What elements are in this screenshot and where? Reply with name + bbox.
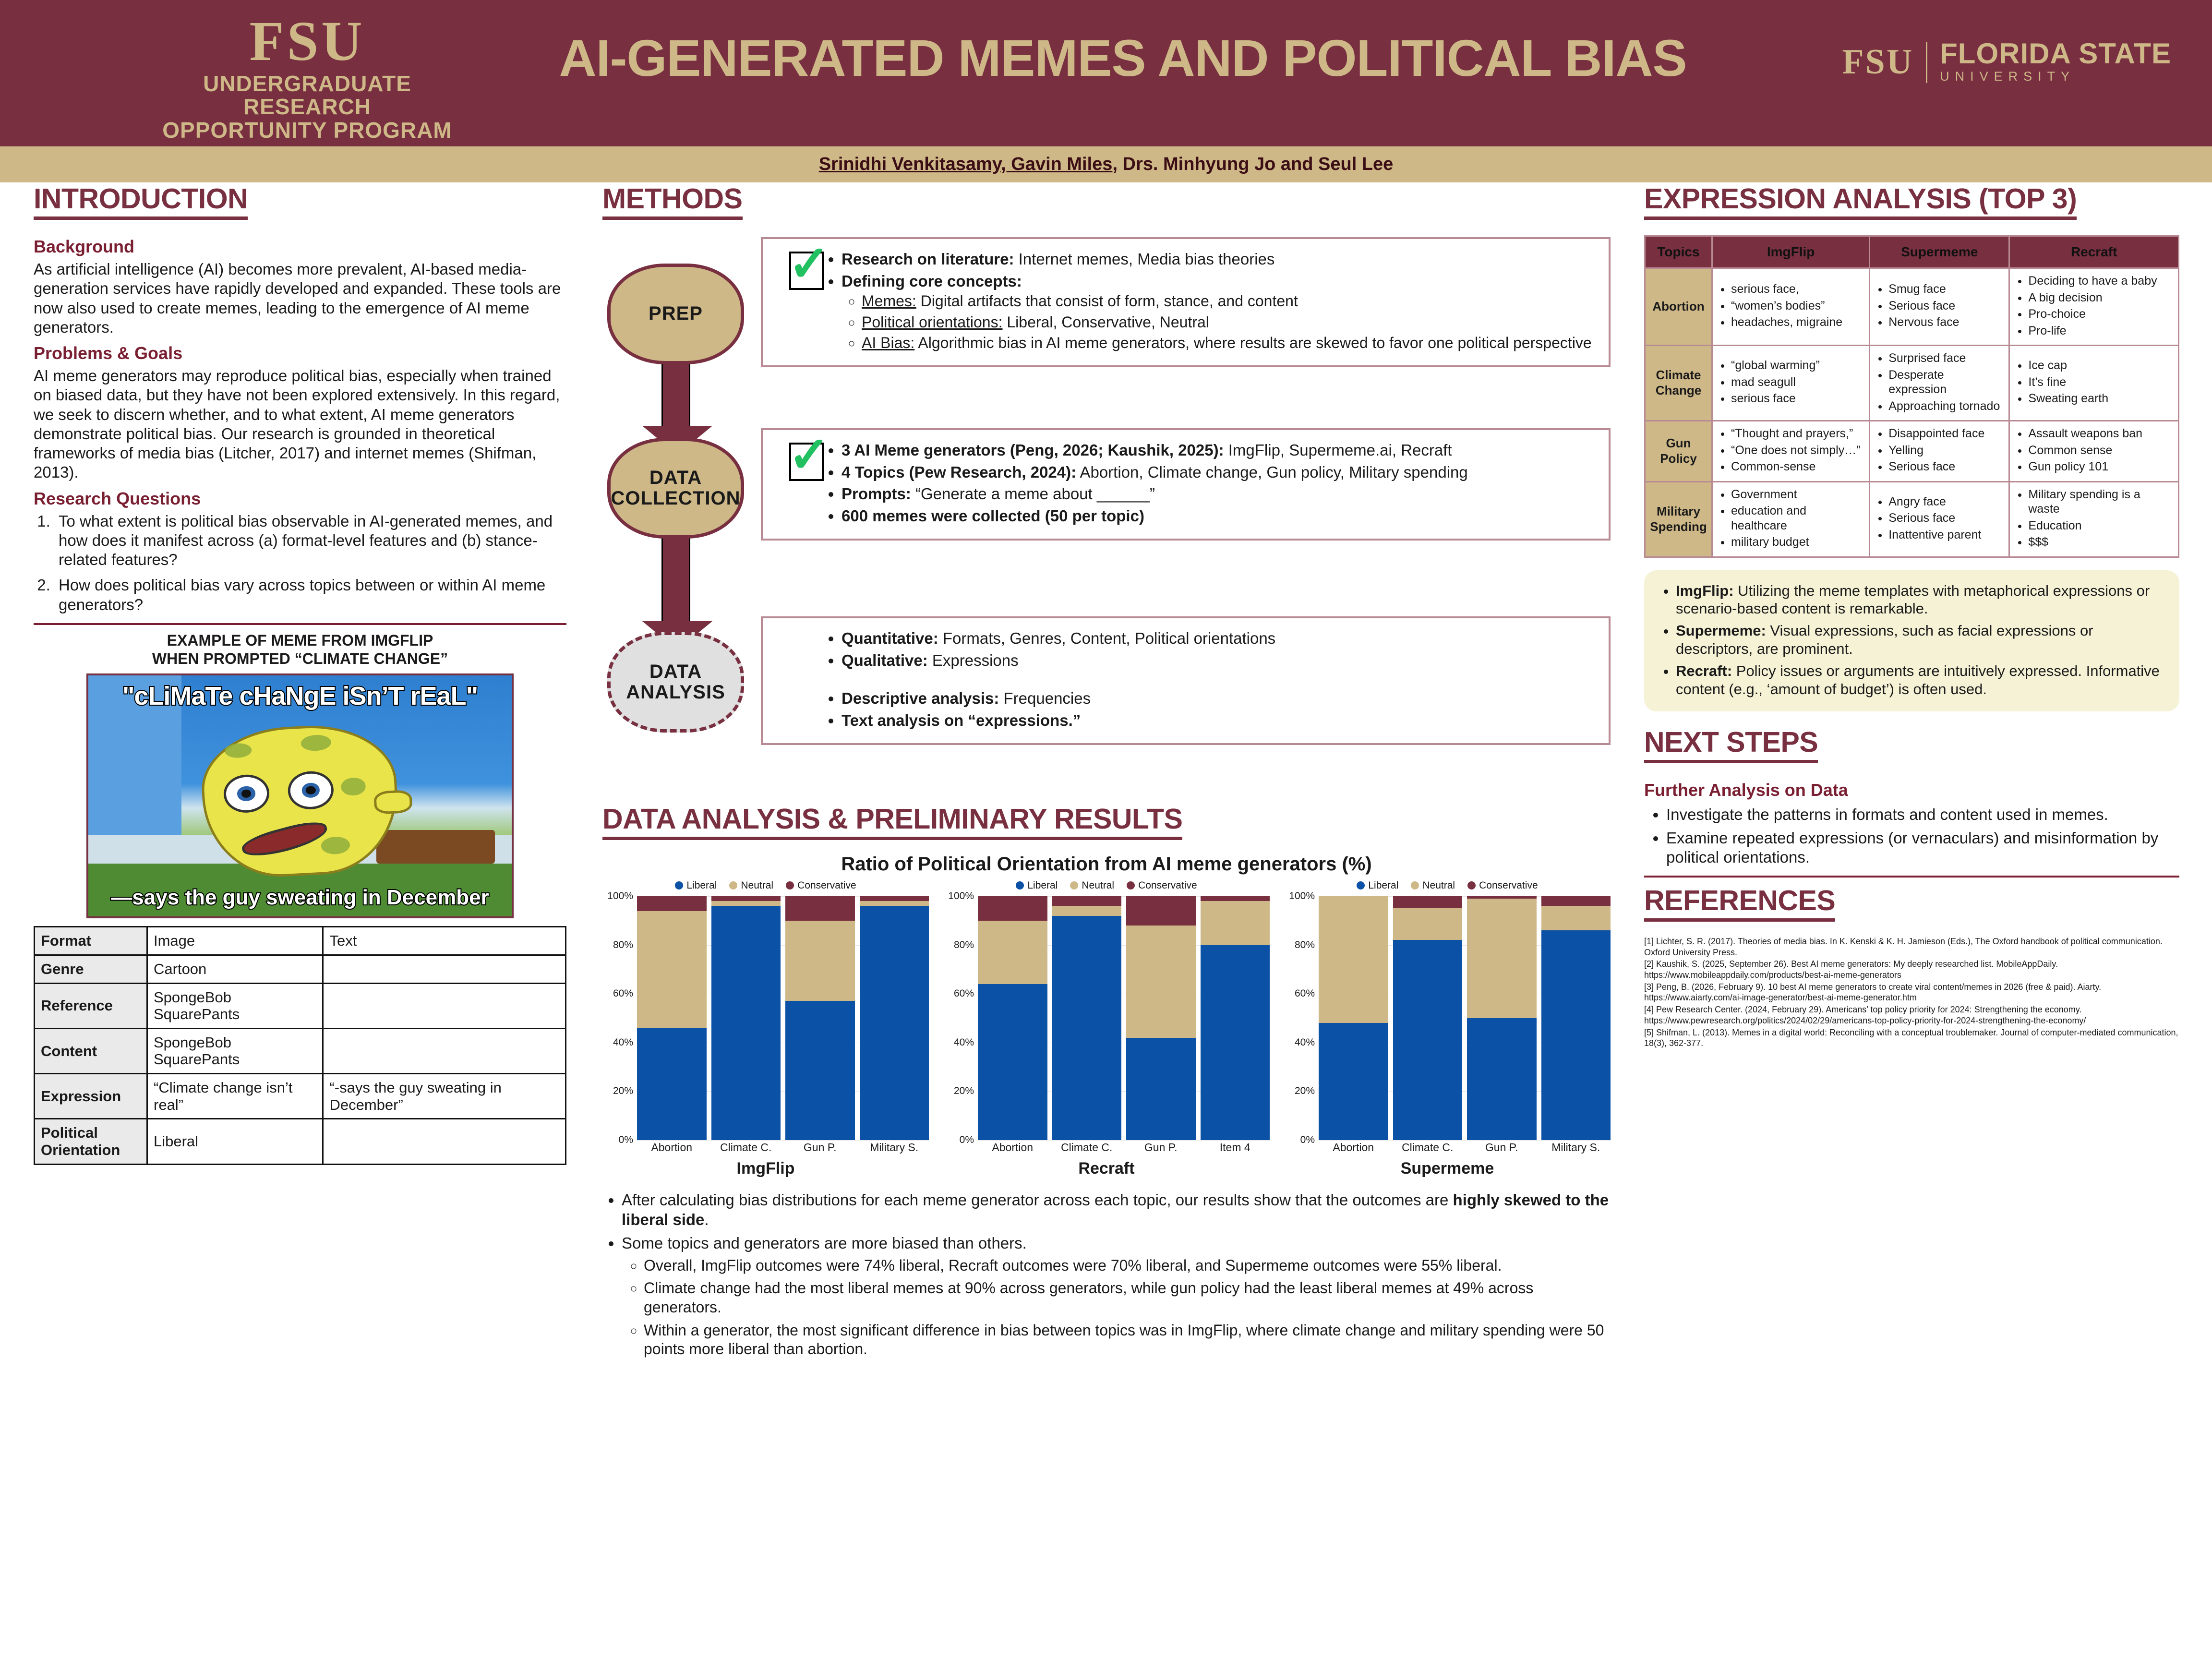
bar-segment-liberal (1541, 930, 1611, 1140)
table-cell-image: “Climate change isn’t real” (147, 1074, 323, 1119)
x-tick-label: Military S. (870, 1141, 919, 1154)
introduction-heading: INTRODUCTION (34, 182, 248, 220)
bar-segment-neutral (1126, 926, 1196, 1038)
flow-sub-label: AI Bias: (862, 334, 915, 351)
plot-area (1284, 890, 1611, 1155)
expression-item: • It’s fine (2028, 375, 2174, 390)
expression-item: • Sweating earth (2028, 391, 2174, 406)
table-row (1645, 481, 2179, 557)
expression-note (1676, 622, 2165, 658)
expression-item: • “One does not simply…” (1731, 443, 1865, 458)
finding-sub-item: ◦ Overall, ImgFlip outcomes were 74% liberal, Recraft outcomes were 70% liberal, and Supermeme outcomes were 55% liberal. (644, 1256, 1611, 1275)
table-cell-imgflip (1712, 268, 1870, 346)
bar-segment-conservative (1126, 896, 1196, 926)
plot-area (602, 890, 929, 1155)
flow-bullet (842, 250, 1596, 269)
next-step-item: • Investigate the patterns in formats and content used in memes. (1666, 805, 2179, 824)
expression-item: • Serious face (1888, 511, 2005, 526)
expression-item: • Serious face (1888, 299, 2005, 313)
example-caption (34, 632, 566, 668)
flow-bullet (842, 651, 1596, 670)
next-steps-heading: NEXT STEPS (1644, 726, 1818, 763)
expression-item: • A big decision (2028, 290, 2174, 305)
legend-item: Conservative (1467, 880, 1538, 891)
expression-item: • serious face, (1731, 282, 1865, 297)
bar-segment-liberal (978, 984, 1047, 1140)
column-left (34, 182, 566, 1165)
urop-line3: CENTER FOR UNDERGRADUATE RESEARCH & ACADEMIC ENGAGEMENT (185, 145, 429, 166)
flow-sub-label: Memes: (862, 292, 916, 310)
bar-segment-neutral (1393, 908, 1463, 940)
example-meme-image (86, 673, 514, 918)
finding-sub-item: ◦ Within a generator, the most significant difference in bias between topics was in ImgFlip, where climate change and military spending were 50 points more liberal than abortion. (644, 1321, 1611, 1359)
table-cell-image: Liberal (147, 1119, 323, 1164)
flow-bullet (842, 689, 1596, 708)
reference-item: [1] Lichter, S. R. (2017). Theories of media bias. In K. Kenski & K. H. Jamieson (Eds.), The Oxford handbook of political communication. Oxford University Press. (1644, 937, 2163, 957)
x-axis (978, 1141, 1270, 1155)
table-cell-topic: Military Spending (1645, 481, 1712, 557)
x-axis (637, 1141, 929, 1155)
table-row (1645, 268, 2179, 346)
chart-legend (602, 880, 929, 891)
expression-note-label: Recraft: (1676, 662, 1732, 679)
flow-bullet-text: Expressions (927, 651, 1019, 669)
legend-item: Neutral (1411, 880, 1455, 891)
table-cell-recraft (2009, 481, 2179, 557)
table-cell-topic: Abortion (1645, 268, 1712, 346)
expression-note (1676, 582, 2165, 618)
chart-panel-label: ImgFlip (736, 1159, 795, 1178)
chart-legend (943, 880, 1270, 891)
bar-segment-neutral (1319, 896, 1388, 1023)
research-questions-heading: Research Questions (34, 488, 201, 508)
reference-item: [3] Peng, B. (2026, February 9). 10 best AI meme generators to create viral content/memes in 2026 (free & paid). Aiarty. https://www.aiarty.com/ai-image-generator/best-ai-meme-generator.htm (1644, 982, 2102, 1003)
background-heading: Background (34, 237, 135, 256)
table-cell-text: “-says the guy sweating in December” (323, 1074, 566, 1119)
expression-item: • Approaching tornado (1888, 399, 2005, 414)
flow-bullet-text: Frequencies (999, 689, 1091, 708)
problems-goals-heading: Problems & Goals (34, 343, 183, 363)
x-axis (1319, 1141, 1611, 1155)
table-row (1645, 421, 2179, 482)
x-tick-label: Military S. (1551, 1141, 1600, 1154)
expression-item: • Education (2028, 518, 2174, 533)
finding-item (622, 1190, 1611, 1230)
bar-segment-liberal (860, 906, 929, 1140)
urop-logo (158, 10, 456, 167)
table-cell-recraft (2009, 421, 2179, 482)
bar-segment-conservative (711, 896, 781, 901)
table-cell-imgflip (1712, 346, 1870, 421)
research-questions-list (55, 512, 566, 614)
table-cell-supermeme (1870, 268, 2009, 346)
results-heading: DATA ANALYSIS & PRELIMINARY RESULTS (602, 803, 1182, 840)
bar-segment-neutral (978, 921, 1047, 984)
flow-bullet-label: Defining core concepts: (842, 272, 1022, 290)
column-header: Topics (1645, 236, 1712, 268)
expression-note (1676, 662, 2165, 698)
expression-item: • Inattentive parent (1888, 528, 2005, 542)
table-row (1645, 346, 2179, 421)
flow-bullet (842, 629, 1596, 648)
finding-emphasis: highly skewed to the liberal side (622, 1191, 1609, 1228)
bar-segment-conservative (978, 896, 1047, 921)
bar-segment-liberal (1201, 945, 1270, 1140)
y-axis: 0% 20% 40% 60% 80% 100% (607, 890, 633, 1145)
reference-item: [2] Kaushik, S. (2025, September 26). Best AI meme generators: My deeply researched list. MobileAppDaily. https://www.mobileappdaily.com/products/best-ai-meme-generators (1644, 959, 2058, 980)
meme-breakdown-table (34, 926, 566, 1165)
y-axis: 0% 20% 40% 60% 80% 100% (948, 890, 974, 1145)
table-cell-key: Format (35, 927, 147, 955)
bar-segment-conservative (785, 896, 855, 921)
expression-item: • Pro-life (2028, 324, 2174, 338)
bar-segment-liberal (1126, 1038, 1196, 1140)
research-question-item: 1. To what extent is political bias observable in AI-generated memes, and how does it manifest across (a) format-level features and (b) stance-related features? (55, 512, 566, 570)
bar-segment-conservative (637, 896, 707, 911)
flow-bullet-label: Prompts: (842, 485, 911, 503)
flow-sub-bullet (862, 292, 1596, 310)
expression-item: • “Thought and prayers,” (1731, 426, 1865, 441)
problems-goals-text: AI meme generators may reproduce political bias, especially when trained on biased data, but they have not been explored extensively. In this regard, we seek to discern whether, and to what extent, AI meme generators demonstrate political bias. Our research is grounded in theoretical frameworks of media bias (Litcher, 2017) and internet memes (Shifman, 2013). (34, 367, 560, 481)
flow-bullet (842, 711, 1596, 730)
expression-item: • “women’s bodies” (1731, 299, 1865, 313)
flow-sub-text: Liberal, Conservative, Neutral (1002, 313, 1209, 331)
flow-sub-text: Digital artifacts that consist of form, stance, and content (916, 292, 1298, 310)
bar-segment-liberal (637, 1028, 707, 1140)
table-row (35, 955, 566, 983)
table-row (35, 927, 566, 955)
flow-step-data-analysis: DATA ANALYSIS (607, 632, 744, 733)
bar-segment-neutral (711, 901, 781, 906)
flow-bullet (842, 506, 1596, 526)
bar-segment-liberal (785, 1001, 855, 1140)
urop-line1: UNDERGRADUATE RESEARCH (203, 71, 411, 120)
stacked-bar (1319, 896, 1388, 1140)
table-cell-supermeme (1870, 346, 2009, 421)
bar-segment-neutral (860, 901, 929, 906)
bar-segment-neutral (1052, 906, 1122, 915)
x-tick-label: Abortion (1333, 1141, 1374, 1154)
flow-box-data-analysis (761, 616, 1611, 745)
research-question-item: 2. How does political bias vary across topics between or within AI meme generators? (55, 576, 566, 614)
author-names-rest: , Drs. Minhyung Jo and Seul Lee (1112, 154, 1394, 174)
fsu-logo-university: UNIVERSITY (1940, 69, 2076, 84)
expression-item: • Military spending is a waste (2028, 487, 2174, 517)
stacked-bar (1126, 896, 1196, 1140)
bar-segment-liberal (1052, 916, 1122, 1140)
legend-item: Conservative (1127, 880, 1197, 891)
flow-bullet-label: Quantitative: (842, 629, 938, 647)
checkmark-icon (789, 252, 824, 290)
meme-bottom-text: —says the guy sweating in December (111, 886, 489, 910)
x-tick-label: Gun P. (1144, 1141, 1178, 1154)
urop-fsu-text: FSU (249, 10, 365, 72)
finding-item (622, 1234, 1611, 1359)
stacked-bar (1467, 896, 1537, 1140)
stacked-bar (1393, 896, 1463, 1140)
table-cell-key: Content (35, 1028, 147, 1073)
table-cell-image: SpongeBob SquarePants (147, 983, 323, 1028)
table-cell-topic: Climate Change (1645, 346, 1712, 421)
flow-box-data-collection (761, 428, 1611, 541)
table-cell-text (323, 1119, 566, 1164)
table-cell-text (323, 1028, 566, 1073)
table-cell-imgflip (1712, 421, 1870, 482)
stacked-bar (637, 896, 707, 1140)
finding-text-b: . (704, 1210, 709, 1228)
x-tick-label: Gun P. (803, 1141, 837, 1154)
table-cell-supermeme (1870, 421, 2009, 482)
expression-item: • “global warming” (1731, 358, 1865, 373)
table-cell-key: Reference (35, 983, 147, 1028)
bars (637, 896, 929, 1140)
flow-bullet-label: Research on literature: (842, 250, 1014, 268)
expression-note-text: Policy issues or arguments are intuitively expressed. Informative content (e.g., ‘amount of budget’) is often used. (1676, 662, 2160, 697)
legend-item: Liberal (675, 880, 717, 891)
flow-bullet-text: Internet memes, Media bias theories (1014, 250, 1275, 268)
author-names-underlined: Srinidhi Venkitasamy, Gavin Miles (818, 154, 1113, 174)
expression-item: • Smug face (1888, 282, 2005, 297)
flow-bullet-text: Formats, Genres, Content, Political orientations (938, 629, 1276, 647)
expression-analysis-heading: EXPRESSION ANALYSIS (TOP 3) (1644, 182, 2077, 220)
table-cell-text (323, 983, 566, 1028)
chart-panel-label: Supermeme (1400, 1159, 1494, 1178)
expression-item: • military budget (1731, 535, 1865, 550)
flow-bullet (842, 272, 1596, 352)
y-axis: 0% 20% 40% 60% 80% 100% (1289, 890, 1315, 1145)
expression-item: • education and healthcare (1731, 504, 1865, 533)
column-header: ImgFlip (1712, 236, 1870, 268)
flow-bullet-text: Abortion, Climate change, Gun policy, Military spending (1076, 463, 1468, 481)
table-cell-text (323, 955, 566, 983)
fsu-logo-florida-state: FLORIDA STATE (1940, 37, 2171, 70)
stacked-bar (1541, 896, 1611, 1140)
x-tick-label: Climate C. (720, 1141, 772, 1154)
finding-sub-item: ◦ Climate change had the most liberal memes at 90% across generators, while gun policy had the least liberal memes at 49% across generators. (644, 1279, 1611, 1317)
fsu-logo-initials: FSU (1842, 42, 1914, 82)
expression-item: • Pro-choice (2028, 307, 2174, 322)
table-cell-key: Genre (35, 955, 147, 983)
chart-panel-imgflip (602, 880, 929, 1178)
stacked-bar (1201, 896, 1270, 1140)
chart-panel-label: Recraft (1078, 1159, 1135, 1178)
expression-analysis-table (1644, 235, 2179, 558)
references-list (1644, 936, 2179, 1049)
expression-item: • Common sense (2028, 443, 2174, 458)
finding-text-a: After calculating bias distributions for each meme generator across each topic, our results show that the outcomes are (622, 1191, 1453, 1209)
expression-note-text: Utilizing the meme templates with metaphorical expressions or scenario-based content is remarkable. (1676, 582, 2150, 617)
expression-item: • Assault weapons ban (2028, 426, 2174, 441)
reference-item: [5] Shifman, L. (2013). Memes in a digital world: Reconciling with a conceptual troublemaker. Journal of computer-mediated communication, 18(3), 362-377. (1644, 1027, 2178, 1048)
table-row (35, 1028, 566, 1073)
x-tick-label: Climate C. (1402, 1141, 1454, 1154)
flow-sub-text: Algorithmic bias in AI meme generators, where results are skewed to favor one political perspective (914, 334, 1592, 351)
findings-list (622, 1190, 1611, 1359)
flow-bullet (842, 463, 1596, 482)
divider (34, 623, 566, 625)
expression-item: • Surprised face (1888, 351, 2005, 366)
column-right (1644, 182, 2179, 1050)
expression-item: • Ice cap (2028, 358, 2174, 373)
legend-item: Neutral (1070, 880, 1114, 891)
table-cell-text: Text (323, 927, 566, 955)
flow-bullet-label: 600 memes were collected (50 per topic) (842, 506, 1144, 525)
expression-item: • Common-sense (1731, 459, 1865, 474)
expression-item: • Deciding to have a baby (2028, 274, 2174, 289)
charts-row (602, 880, 1611, 1178)
checkmark-icon (789, 443, 824, 481)
flow-bullet (842, 484, 1596, 504)
x-tick-label: Item 4 (1219, 1141, 1250, 1154)
flow-bullet (842, 441, 1596, 460)
table-cell-key: Political Orientation (35, 1119, 147, 1164)
expression-item: • Angry face (1888, 494, 2005, 509)
bar-segment-conservative (1393, 896, 1463, 908)
column-header: Supermeme (1870, 236, 2009, 268)
expression-item: • Government (1731, 487, 1865, 502)
table-cell-image: SpongeBob SquarePants (147, 1028, 323, 1073)
expression-item: • $$$ (2028, 535, 2174, 550)
flow-bullet-text: ImgFlip, Supermeme.ai, Recraft (1224, 441, 1452, 459)
expression-item: • Gun policy 101 (2028, 459, 2174, 474)
bar-segment-neutral (1201, 901, 1270, 945)
fsu-logo-divider (1926, 42, 1927, 83)
table-cell-topic: Gun Policy (1645, 421, 1712, 482)
table-cell-image: Cartoon (147, 955, 323, 983)
x-tick-label: Abortion (992, 1141, 1034, 1154)
table-cell-supermeme (1870, 481, 2009, 557)
table-cell-image: Image (147, 927, 323, 955)
bar-segment-neutral (785, 921, 855, 1001)
divider (1644, 876, 2179, 878)
table-row (35, 1119, 566, 1164)
finding-text-a: Some topics and generators are more biased than others. (622, 1234, 1027, 1252)
expression-item: • Nervous face (1888, 315, 2005, 330)
bar-segment-conservative (860, 896, 929, 901)
next-step-item: • Examine repeated expressions (or vernaculars) and misinformation by political orientations. (1666, 829, 2179, 867)
legend-item: Neutral (729, 880, 773, 891)
chart-panel-recraft (943, 880, 1270, 1178)
expression-item: • Serious face (1888, 459, 2005, 474)
bar-segment-liberal (1393, 940, 1463, 1140)
bar-segment-liberal (1467, 1018, 1537, 1140)
expression-item: • mad seagull (1731, 375, 1865, 390)
example-caption-line1: EXAMPLE OF MEME FROM IMGFLIP (167, 631, 433, 649)
stacked-bar (711, 896, 781, 1140)
example-caption-line2: WHEN PROMPTED “CLIMATE CHANGE” (152, 649, 448, 667)
expression-item: • Desperate expression (1888, 368, 2005, 397)
column-middle (602, 182, 1611, 1363)
flow-sub-label: Political orientations: (862, 313, 1003, 331)
bars (978, 896, 1270, 1140)
flow-step-data-collection: DATA COLLECTION (607, 438, 744, 539)
bar-segment-conservative (1541, 896, 1611, 906)
column-header: Recraft (2009, 236, 2179, 268)
chart-panel-supermeme (1284, 880, 1611, 1178)
expression-item: • headaches, migraine (1731, 315, 1865, 330)
expression-notes-box (1644, 570, 2179, 712)
stacked-bar (785, 896, 855, 1140)
legend-item: Liberal (1016, 880, 1058, 891)
x-tick-label: Abortion (651, 1141, 693, 1154)
table-cell-recraft (2009, 346, 2179, 421)
stacked-bar (1052, 896, 1122, 1140)
x-tick-label: Gun P. (1485, 1141, 1518, 1154)
flow-bullet-label: Descriptive analysis: (842, 689, 999, 708)
flow-bullet-label: 3 AI Meme generators (Peng, 2026; Kaushik, 2025): (842, 441, 1224, 459)
flow-bullet-label: 4 Topics (Pew Research, 2024): (842, 463, 1077, 481)
table-row (35, 983, 566, 1028)
flow-sub-bullet (862, 313, 1596, 331)
stacked-bar (978, 896, 1047, 1140)
table-row (35, 1074, 566, 1119)
flow-bullet-label: Qualitative: (842, 651, 928, 669)
references-heading: REFERENCES (1644, 884, 1835, 922)
expression-note-text: Visual expressions, such as facial expressions or descriptors, are prominent. (1676, 622, 2093, 657)
expression-item: • Yelling (1888, 443, 2005, 458)
bar-segment-neutral (1467, 899, 1537, 1018)
table-cell-key: Expression (35, 1074, 147, 1119)
chart-legend (1284, 880, 1611, 891)
next-steps-list (1666, 805, 2179, 867)
chart-title: Ratio of Political Orientation from AI meme generators (%) (841, 854, 1372, 875)
methods-flowchart (602, 237, 1611, 794)
background-text: As artificial intelligence (AI) becomes more prevalent, AI-based media-generation services have rapidly developed and expanded. These tools are now also used to create memes, leading to the emergence of AI meme generators. (34, 260, 561, 336)
flow-bullet-label: Text analysis on “expressions.” (842, 711, 1081, 729)
expression-note-label: Supermeme: (1676, 622, 1766, 639)
expression-item: • serious face (1731, 391, 1865, 406)
legend-item: Liberal (1357, 880, 1398, 891)
fsu-logo (1842, 39, 2171, 85)
bar-segment-conservative (1052, 896, 1122, 906)
flow-sub-bullet (862, 334, 1596, 352)
bar-segment-neutral (637, 911, 707, 1028)
next-steps-subheading: Further Analysis on Data (1644, 780, 1848, 800)
x-tick-label: Climate C. (1061, 1141, 1113, 1154)
legend-item: Conservative (786, 880, 856, 891)
bar-segment-conservative (1201, 896, 1270, 901)
flow-box-prep (761, 237, 1611, 367)
bar-segment-neutral (1541, 906, 1611, 930)
methods-heading: METHODS (602, 182, 743, 220)
bars (1319, 896, 1611, 1140)
reference-item: [4] Pew Research Center. (2024, February 29). Americans’ top policy priority for 2024: Strengthening the economy. https://www.pewresearch.org/politics/2024/02/29/americans-top-policy-priority-for-2024-strengthening-the-economy/ (1644, 1005, 2086, 1025)
table-cell-imgflip (1712, 481, 1870, 557)
meme-top-text: "cLiMaTe cHaNgE iSn’T rEaL" (122, 682, 478, 711)
plot-area (943, 890, 1270, 1155)
expression-note-label: ImgFlip: (1676, 582, 1734, 599)
bar-segment-liberal (711, 906, 781, 1140)
expression-item: • Disappointed face (1888, 426, 2005, 441)
flow-step-prep: PREP (607, 264, 744, 364)
stacked-bar (860, 896, 929, 1140)
urop-line2: OPPORTUNITY PROGRAM (162, 117, 452, 143)
table-cell-recraft (2009, 268, 2179, 346)
flow-bullet-text: “Generate a meme about ______” (911, 485, 1155, 503)
bar-segment-liberal (1319, 1023, 1388, 1140)
page-title: AI-GENERATED MEMES AND POLITICAL BIAS (559, 29, 1687, 87)
